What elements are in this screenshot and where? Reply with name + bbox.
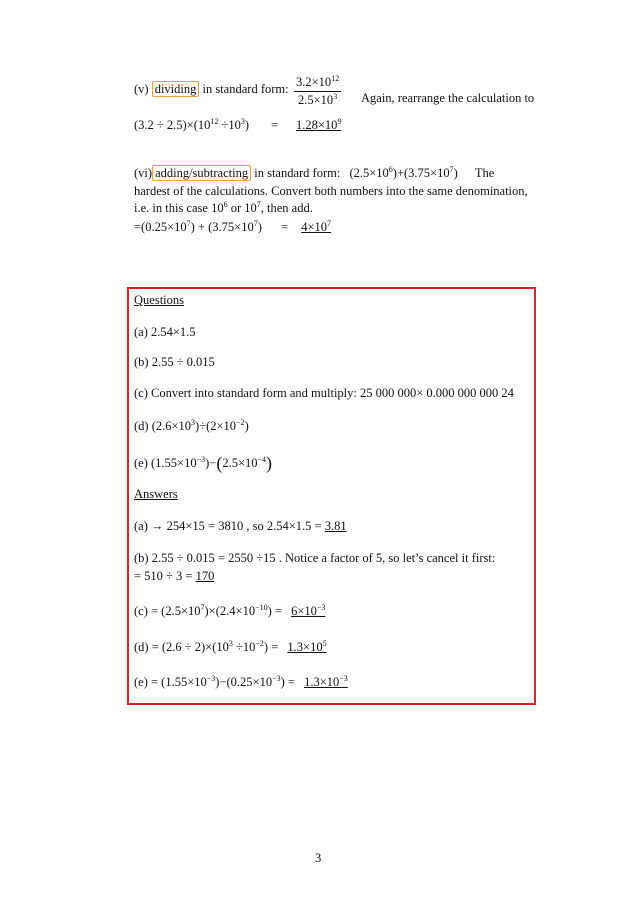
answer-c-exp-1: 7	[200, 603, 205, 612]
question-e	[134, 453, 272, 474]
section-v-equals: =	[271, 118, 279, 132]
fraction-denominator	[294, 92, 341, 108]
answer-b-result: 170	[195, 569, 215, 583]
question-a: (a) 2.54×1.5	[134, 325, 196, 339]
section-v-note: Again, rearrange the calculation to	[361, 91, 535, 105]
answer-e	[134, 675, 348, 690]
answer-d-result	[287, 640, 326, 654]
question-d	[134, 419, 249, 434]
line3-part-c: , then add.	[260, 201, 313, 215]
answer-b-line2	[134, 569, 214, 584]
answer-e-part-a: (e) = (1.55×10	[134, 675, 207, 689]
section-vi-line2: hardest of the calculations. Convert both numbers into the same denomination,	[134, 184, 528, 198]
section-v-result	[296, 118, 341, 133]
question-e-part-a: (e) (1.55×10	[134, 456, 197, 470]
section-v-line1	[134, 82, 289, 97]
numerator-base: 3.2×10	[296, 75, 332, 89]
calc-part-c: )	[257, 220, 262, 234]
answer-e-part-b: )−(0.25×10	[215, 675, 273, 689]
answer-c	[134, 604, 325, 619]
calc-part-a: =(0.25×10	[134, 220, 187, 234]
section-vi-note: The	[474, 166, 495, 180]
answer-a-result: 3.81	[324, 519, 347, 533]
question-e-part-b: )−	[205, 456, 217, 470]
answer-c-result-exp: −3	[316, 603, 326, 612]
calc-part-a: (3.2 ÷ 2.5)×(10	[134, 118, 211, 132]
answer-e-exp-2: −3	[272, 674, 281, 683]
answer-e-result-exp: −3	[339, 674, 348, 683]
calc-exp-b: 3	[240, 117, 245, 126]
answer-d-exp-1: 3	[228, 639, 233, 648]
calc-part-c: )	[244, 118, 250, 132]
answer-c-result-base: 6×10	[291, 604, 317, 618]
answer-d-part-a: (d) = (2.6 ÷ 2)×(10	[134, 640, 229, 654]
calc-exp-b: 7	[253, 219, 258, 228]
section-vi-line1	[134, 166, 494, 181]
denominator-base: 2.5×10	[298, 93, 334, 107]
expr-part-a: (2.5×10	[349, 166, 389, 180]
section-v-fraction	[294, 75, 341, 108]
answer-c-exp-2: −10	[255, 603, 268, 612]
answer-c-part-a: (c) = (2.5×10	[134, 604, 201, 618]
answer-d-part-b: ÷10	[232, 640, 256, 654]
question-e-exp-2: −4	[257, 455, 267, 464]
question-d-part-c: )	[244, 419, 249, 433]
section-v-suffix: in standard form:	[202, 82, 289, 96]
section-vi-expression	[349, 166, 457, 180]
line3-exp-2: 7	[256, 200, 261, 209]
highlight-dividing: dividing	[152, 81, 200, 97]
answer-c-part-b: )×(2.4×10	[204, 604, 256, 618]
calc-part-b: ÷10	[218, 118, 241, 132]
highlight-adding-subtracting: adding/subtracting	[152, 165, 251, 181]
page-number: 3	[315, 851, 322, 865]
answer-d	[134, 640, 327, 655]
paren-open: (	[216, 453, 223, 473]
answer-e-part-c: ) =	[280, 675, 295, 689]
question-d-part-a: (d) (2.6×10	[134, 419, 192, 433]
section-vi-prefix: (vi)	[134, 166, 153, 180]
calc-part-b: ) + (3.75×10	[190, 220, 254, 234]
calc-equals: =	[281, 220, 289, 234]
denominator-exponent: 3	[333, 92, 338, 101]
answer-e-result	[304, 675, 348, 689]
calc-exp-a: 12	[210, 117, 219, 126]
answer-d-part-c: ) =	[263, 640, 279, 654]
section-v-calc	[134, 118, 249, 133]
expr-part-b: )+(3.75×10	[392, 166, 450, 180]
calc-exp-a: 7	[186, 219, 191, 228]
answer-d-exp-2: −2	[255, 639, 264, 648]
paren-close: )	[266, 453, 273, 473]
question-e-exp-1: −3	[196, 455, 206, 464]
line3-part-b: or 10	[227, 201, 257, 215]
section-vi-result	[301, 220, 331, 234]
question-e-part-c: 2.5×10	[222, 456, 258, 470]
question-d-exp-1: 3	[191, 418, 196, 427]
line3-part-a: i.e. in this case 10	[134, 201, 224, 215]
line3-exp-1: 6	[223, 200, 228, 209]
answer-c-result	[291, 604, 325, 618]
answer-b-line2-text: = 510 ÷ 3 =	[134, 569, 193, 583]
result-base: 4×10	[301, 220, 327, 234]
fraction-numerator	[294, 75, 341, 92]
question-b: (b) 2.55 ÷ 0.015	[134, 355, 215, 369]
answer-c-part-c: ) =	[267, 604, 282, 618]
section-vi-calc	[134, 220, 331, 235]
section-v-prefix: (v)	[134, 82, 149, 96]
answer-a-text: (a) → 254×15 = 3810 , so 2.54×1.5 =	[134, 519, 322, 533]
answer-e-result-base: 1.3×10	[304, 675, 340, 689]
answer-d-result-exp: 5	[322, 639, 327, 648]
section-vi-suffix: in standard form:	[254, 166, 341, 180]
result-base: 1.28×10	[296, 118, 338, 132]
answer-a	[134, 519, 347, 534]
expr-exp-b: 7	[449, 165, 454, 174]
answer-b-line1: (b) 2.55 ÷ 0.015 = 2550 ÷15 . Notice a factor of 5, so let’s cancel it first:	[134, 551, 496, 565]
result-exponent: 9	[337, 117, 342, 126]
result-exponent: 7	[327, 219, 331, 228]
answer-e-exp-1: −3	[206, 674, 216, 683]
question-c: (c) Convert into standard form and multiply: 25 000 000× 0.000 000 000 24	[134, 386, 514, 400]
question-d-exp-2: −2	[236, 418, 245, 427]
answers-heading: Answers	[134, 487, 178, 501]
expr-exp-a: 6	[388, 165, 393, 174]
answer-d-result-base: 1.3×10	[287, 640, 323, 654]
question-d-part-b: )÷(2×10	[195, 419, 237, 433]
section-vi-line3	[134, 201, 313, 216]
questions-heading: Questions	[134, 293, 184, 307]
expr-part-c: )	[453, 166, 458, 180]
numerator-exponent: 12	[331, 74, 340, 83]
